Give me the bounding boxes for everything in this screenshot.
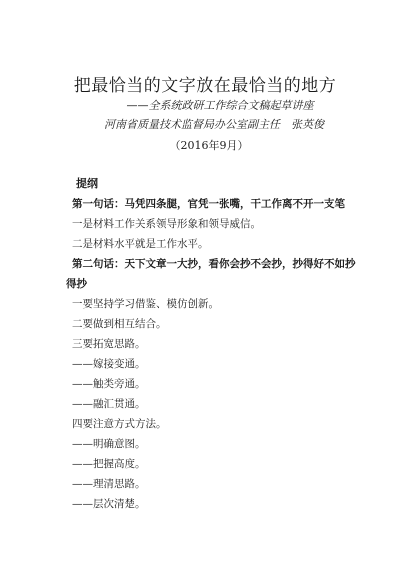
outline-line: ——把握高度。	[72, 458, 146, 470]
outline-line: 第二句话：天下文章一大抄，看你会抄不会抄，抄得好不如抄	[72, 258, 356, 270]
document-subtitle: ——全系统政研工作综合文稿起草讲座	[126, 99, 314, 112]
outline-line: ——明确意图。	[72, 438, 146, 450]
document-author: 河南省质量技术监督局办公室副主任 张英俊	[104, 118, 324, 131]
outline-line: 一要坚持学习借鉴、模仿创新。	[72, 298, 219, 310]
document-title: 把最恰当的文字放在最恰当的地方	[73, 76, 337, 96]
outline-line: ——理清思路。	[72, 478, 146, 490]
outline-line: ——融汇贯通。	[72, 398, 146, 410]
outline-line: 第一句话：马凭四条腿，官凭一张嘴，干工作离不开一支笔	[72, 198, 345, 210]
outline-line: ——层次清楚。	[72, 498, 146, 510]
document-date: （2016年9月）	[169, 139, 249, 152]
outline-line: 三要拓宽思路。	[72, 338, 146, 350]
outline-line: 四要注意方式方法。	[72, 418, 167, 430]
outline-line: ——嫁接变通。	[72, 358, 146, 370]
outline-line: 二要做到相互结合。	[72, 318, 167, 330]
outline-line: 一是材料工作关系领导形象和领导威信。	[72, 218, 261, 230]
outline-line: ——触类旁通。	[72, 378, 146, 390]
outline-line: 得抄	[66, 278, 87, 290]
outline-heading: 提纲	[76, 177, 98, 190]
outline-line: 二是材料水平就是工作水平。	[72, 238, 209, 250]
outline-body	[66, 177, 362, 517]
